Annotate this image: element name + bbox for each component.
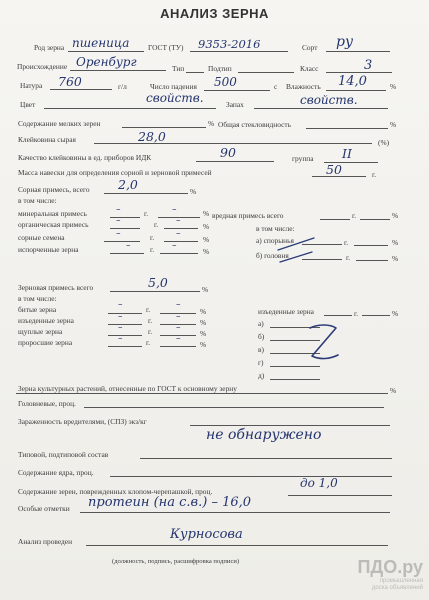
- zernovaya-item-pct: –: [176, 300, 181, 310]
- handwritten-dash-mark: [276, 232, 316, 266]
- sporynya-pct-line: [354, 245, 388, 246]
- izyed-letter: в): [258, 345, 264, 354]
- analiz-label: Анализ проведен: [18, 537, 73, 546]
- podtip-line: [238, 72, 294, 73]
- yadra-line: [110, 476, 392, 477]
- sornaya-item-g-line: [110, 253, 144, 254]
- zernovaya-item-pct-unit: %: [200, 318, 207, 327]
- sornaya-item-g-line: [110, 217, 140, 218]
- izyed-letter: б): [258, 332, 265, 341]
- gost-label: ГОСТ (ТУ): [148, 43, 184, 52]
- tip-sostav-label: Типовой, подтиповой состав: [18, 450, 109, 459]
- zaraz-label: Зараженность вредителями, (СПЗ) экз/кг: [18, 417, 147, 426]
- golovnya-pct-line: [356, 260, 388, 261]
- zernovaya-item-pct: –: [176, 323, 181, 333]
- tip-line: [186, 72, 204, 73]
- stekl-unit: %: [390, 120, 397, 129]
- cvet-label: Цвет: [20, 100, 36, 109]
- izyed-g-unit: г.: [354, 309, 359, 318]
- idk-value: 90: [220, 145, 236, 160]
- analiz-value: Курносова: [170, 527, 243, 542]
- kleik-unit: (%): [378, 138, 390, 147]
- sornaya-item-g: –: [116, 205, 121, 215]
- sornaya-item-pct: –: [176, 216, 181, 226]
- idk-label: Качество клейковины в ед. приборов ИДК: [18, 153, 152, 162]
- watermark-line1: промышленная: [379, 578, 423, 584]
- watermark: [357, 557, 423, 592]
- sort-line: [326, 51, 390, 52]
- zernovaya-item-g-line: [108, 313, 142, 314]
- sornaya-item-pct-unit: %: [203, 247, 210, 256]
- sornaya-item-pct-line: [160, 253, 198, 254]
- zernovaya-item-g-line: [108, 335, 142, 336]
- sornaya-item-pct: –: [172, 241, 177, 251]
- vlazh-value: 14,0: [338, 74, 367, 89]
- yadra-label: Содержание ядра, проц.: [18, 468, 94, 477]
- sornaya-item-g-line: [104, 241, 140, 242]
- klass-value: 3: [364, 58, 373, 73]
- vrednaya-g-line: [320, 219, 350, 220]
- izyed-label: изъеденные зерна: [258, 307, 314, 316]
- tip-label: Тип: [172, 64, 185, 73]
- sornaya-line: [104, 193, 188, 194]
- vrednaya-v-tom-chisle: в том числе:: [256, 224, 295, 233]
- sornaya-item-pct-unit: %: [203, 209, 210, 218]
- sornaya-item-g: –: [116, 229, 121, 239]
- podpis-caption: (должность, подпись, расшифровка подписи): [112, 558, 240, 565]
- klop-line: [288, 495, 392, 496]
- sornaya-item-g-unit: г.: [150, 233, 155, 242]
- zernovaya-item-pct-unit: %: [200, 340, 207, 349]
- vlazh-label: Влажность: [286, 82, 321, 91]
- zernovaya-label: Зерновая примесь всего: [18, 283, 94, 292]
- zernovaya-item-g-line: [108, 346, 142, 347]
- sornaya-item-g-unit: г.: [144, 209, 149, 218]
- zapakh-value: свойств.: [300, 93, 358, 107]
- zaraz-line: [190, 425, 390, 426]
- zernovaya-item-pct-line: [160, 346, 196, 347]
- melkie-unit: %: [208, 119, 215, 128]
- vlazh-line: [326, 90, 386, 91]
- natura-line: [50, 89, 112, 90]
- proiskh-line: [70, 70, 166, 71]
- klop-value: до 1,0: [300, 476, 338, 490]
- klass-label: Класс: [300, 64, 319, 73]
- zernovaya-item-g-line: [108, 324, 142, 325]
- sornaya-item-g: –: [116, 216, 121, 226]
- izyed-letter: г): [258, 358, 264, 367]
- osobye-value: протеин (на с.в.) – 16,0: [88, 495, 252, 510]
- massa-label: Масса навески для определения сорной и зерновой примесей: [18, 168, 212, 177]
- melkie-label: Содержание мелких зерен: [18, 119, 101, 128]
- zernovaya-line: [110, 291, 200, 292]
- vrednaya-label: вредная примесь всего: [212, 211, 284, 220]
- glenc-label: Головневые, проц.: [18, 399, 76, 408]
- cvet-value: свойств.: [146, 91, 204, 105]
- sornaya-item-label: минеральная примесь: [18, 209, 87, 218]
- gruppa-label: группа: [292, 154, 314, 163]
- natura-label: Натура: [20, 81, 43, 90]
- osobye-label: Особые отметки: [18, 504, 70, 513]
- zernovaya-item-pct: –: [176, 334, 181, 344]
- izyed-g-line: [324, 315, 352, 316]
- stekl-label: Общая стекловидность: [218, 120, 292, 129]
- kult-label: Зерна культурных растений, отнесенные по ГОСТ к основному зерну: [18, 384, 237, 393]
- zernovaya-item-g: –: [118, 312, 123, 322]
- zernovaya-item-g-unit: г.: [146, 338, 151, 347]
- zapakh-line: [254, 108, 388, 109]
- kult-line: [16, 393, 388, 394]
- vlazh-unit: %: [390, 82, 397, 91]
- proiskh-label: Происхождение: [17, 62, 68, 71]
- natura-value: 760: [58, 74, 82, 89]
- izyed-pct-unit: %: [392, 309, 399, 318]
- kleik-line: [94, 143, 372, 144]
- sornaya-v-tom-chisle: в том числе:: [18, 196, 57, 205]
- zapakh-label: Запах: [226, 100, 244, 109]
- sornaya-item-label: органическая примесь: [18, 220, 89, 229]
- zernovaya-v-tom-chisle: в том числе:: [18, 294, 57, 303]
- gost-line: [190, 51, 288, 52]
- sornaya-unit: %: [190, 187, 197, 196]
- gruppa-value: II: [342, 146, 352, 161]
- sornaya-item-g-line: [110, 228, 140, 229]
- sornaya-item-label: испорченные зерна: [18, 245, 79, 254]
- sornaya-item-pct-line: [164, 228, 198, 229]
- izyed-letter-line: [270, 379, 320, 380]
- golovnya-label: б) головня: [256, 251, 289, 260]
- zernovaya-item-g: –: [118, 300, 123, 310]
- zernovaya-unit: %: [202, 285, 209, 294]
- chislo-value: 500: [214, 75, 237, 89]
- sporynya-g-unit: г.: [344, 238, 349, 247]
- golovnya-g-unit: г.: [346, 253, 351, 262]
- zernovaya-item-g: –: [118, 334, 123, 344]
- zernovaya-item-pct-unit: %: [200, 307, 207, 316]
- zernovaya-item-label: изъеденные зерна: [18, 316, 74, 325]
- document-title: АНАЛИЗ ЗЕРНА: [160, 6, 269, 21]
- proiskh-value: Оренбург: [76, 55, 137, 69]
- sornaya-item-pct: –: [176, 229, 181, 239]
- melkie-line: [122, 127, 206, 128]
- cvet-line: [44, 108, 216, 109]
- chislo-label: Число падения: [150, 82, 197, 91]
- klop-label: Содержание зерен, поврежденных клопом-черепашкой, проц.: [18, 487, 213, 496]
- massa-value: 50: [326, 162, 342, 177]
- klass-line: [326, 72, 392, 73]
- zernovaya-item-label: щуплые зерна: [18, 327, 63, 336]
- izyed-letter-line: [270, 366, 320, 367]
- zernovaya-item-label: битые зерна: [18, 305, 57, 314]
- kleik-value: 28,0: [138, 129, 166, 144]
- zernovaya-item-pct: –: [176, 312, 181, 322]
- izyed-letter: а): [258, 319, 264, 328]
- massa-unit: г.: [372, 170, 377, 179]
- natura-unit: г/л: [118, 82, 127, 91]
- podtip-label: Подтип: [208, 64, 232, 73]
- osobye-line: [80, 512, 390, 513]
- rod-line: [68, 51, 144, 52]
- golovnya-pct-unit: %: [392, 254, 399, 263]
- zaraz-value: не обнаружено: [206, 427, 322, 443]
- sornaya-item-g-unit: г.: [150, 245, 155, 254]
- rod-label: Род зерна: [34, 43, 65, 52]
- sornaya-label: Сорная примесь, всего: [18, 185, 90, 194]
- vrednaya-g-unit: г.: [352, 211, 357, 220]
- zernovaya-item-g-unit: г.: [148, 316, 153, 325]
- zernovaya-value: 5,0: [148, 275, 168, 290]
- sort-value: ру: [336, 34, 354, 50]
- sornaya-item-label: сорные семена: [18, 233, 65, 242]
- watermark-line2: доска объявлений: [371, 585, 423, 591]
- glenc-line: [84, 407, 384, 408]
- zernovaya-item-g-unit: г.: [148, 327, 153, 336]
- izyed-pct-line: [362, 315, 390, 316]
- vrednaya-pct-unit: %: [392, 211, 399, 220]
- vrednaya-pct-line: [360, 219, 390, 220]
- stekl-line: [306, 128, 388, 129]
- zernovaya-item-label: проросшие зерна: [18, 338, 73, 347]
- sornaya-item-g: –: [126, 241, 131, 251]
- sornaya-item-pct-unit: %: [203, 222, 210, 231]
- kleik-label: Клейковина сырая: [18, 135, 76, 144]
- zernovaya-item-g: –: [118, 323, 123, 333]
- idk-line: [196, 161, 274, 162]
- zernovaya-item-g-unit: г.: [146, 305, 151, 314]
- tip-sostav-line: [140, 458, 392, 459]
- sporynya-pct-unit: %: [392, 238, 399, 247]
- sornaya-item-pct: –: [172, 205, 177, 215]
- watermark-brand: ПДО.ру: [357, 557, 423, 577]
- handwritten-z-mark: [306, 322, 340, 364]
- gost-value: 9353-2016: [198, 37, 261, 51]
- sornaya-item-pct-unit: %: [203, 235, 210, 244]
- sornaya-item-pct-line: [164, 241, 198, 242]
- sornaya-item-g-unit: г.: [154, 220, 159, 229]
- analiz-line: [86, 545, 388, 546]
- sort-label: Сорт: [302, 43, 318, 52]
- rod-value: пшеница: [72, 36, 130, 50]
- chislo-unit: с: [274, 82, 278, 91]
- zernovaya-item-pct-unit: %: [200, 329, 207, 338]
- izyed-letter: д): [258, 371, 265, 380]
- kult-unit: %: [390, 386, 397, 395]
- chislo-line: [204, 90, 270, 91]
- sporynya-label: а) спорынья: [256, 236, 294, 245]
- sornaya-value: 2,0: [118, 177, 138, 192]
